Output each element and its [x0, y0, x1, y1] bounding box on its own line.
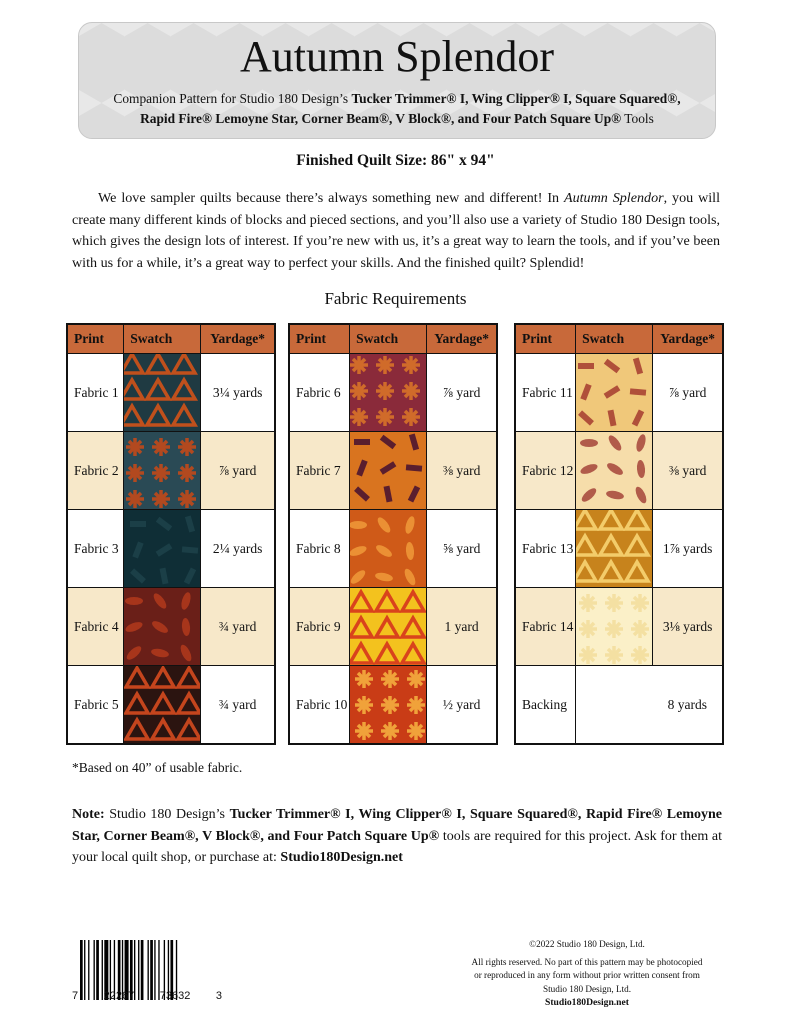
fabric-swatch-cell	[350, 354, 427, 432]
fabric-name: Fabric 6	[289, 354, 350, 432]
table-row	[515, 354, 723, 432]
barcode-digit-4: 3	[215, 990, 222, 1002]
swatch-motif	[130, 521, 146, 527]
note-text-1: Studio 180 Design’s	[109, 807, 226, 822]
table-row	[515, 510, 723, 588]
table-row	[515, 666, 723, 745]
fabric-name: Fabric 5	[67, 666, 124, 745]
th-print: Print	[515, 324, 576, 354]
table-row	[289, 588, 497, 666]
fabric-swatch	[350, 354, 426, 431]
fabric-swatch-cell	[350, 432, 427, 510]
th-print: Print	[67, 324, 124, 354]
th-yardage: Yardage*	[653, 324, 723, 354]
note-tools: Tucker Trimmer® I, Wing Clipper® I, Square Squared®, Rapid Fire® Lemoyne Star, Corner Beam®, V Block®, and Four Patch Square Up®	[72, 807, 722, 844]
fabric-swatch	[124, 666, 200, 743]
fabric-yardage: ¾ yard	[201, 588, 275, 666]
fabric-name: Fabric 11	[515, 354, 576, 432]
fabric-swatch-cell	[576, 666, 653, 745]
th-swatch: Swatch	[124, 324, 201, 354]
fabric-swatch	[350, 588, 426, 665]
fabric-swatch-cell	[350, 588, 427, 666]
fabric-name: Fabric 14	[515, 588, 576, 666]
fabric-name: Fabric 2	[67, 432, 124, 510]
fabric-table-2	[288, 323, 498, 745]
fabric-swatch	[350, 666, 426, 743]
fabric-swatch-cell	[576, 588, 653, 666]
table-row	[67, 432, 275, 510]
subtitle-end: Tools	[624, 111, 654, 126]
intro-part1: We love sampler quilts because there’s always something new and different! In	[98, 190, 560, 206]
fabric-yardage: ⅜ yard	[427, 432, 497, 510]
fabric-swatch-cell	[350, 510, 427, 588]
fabric-yardage: ⅜ yard	[653, 432, 723, 510]
fabric-name: Fabric 12	[515, 432, 576, 510]
fabric-yardage: ⅝ yard	[427, 510, 497, 588]
barcode-digit-2: 22267	[103, 990, 135, 1002]
fabric-table-1	[66, 323, 276, 745]
intro-paragraph	[72, 188, 720, 274]
copyright-line-4: Studio 180 Design, Ltd.	[542, 983, 632, 994]
fabric-swatch-cell	[124, 432, 201, 510]
fabric-swatch-cell	[124, 666, 201, 745]
table-row	[289, 432, 497, 510]
note-label: Note:	[72, 807, 105, 822]
table-row	[515, 432, 723, 510]
table-header-row	[289, 324, 497, 354]
usable-fabric-note: *Based on 40” of usable fabric.	[72, 760, 243, 775]
fabric-yardage: ⅞ yard	[653, 354, 723, 432]
page-title: Autumn Splendor	[239, 32, 555, 81]
fabric-swatch-cell	[576, 354, 653, 432]
subtitle-intro: Companion Pattern for Studio 180 Design’s	[113, 91, 349, 106]
fabric-yardage: 3⅛ yards	[653, 588, 723, 666]
table-header-row	[515, 324, 723, 354]
intro-italic: Autumn Splendor	[563, 190, 664, 206]
barcode-digit-3: 73632	[159, 990, 191, 1002]
fabric-name: Fabric 4	[67, 588, 124, 666]
fabric-swatch	[576, 354, 652, 431]
swatch-motif	[580, 439, 598, 447]
th-swatch: Swatch	[576, 324, 653, 354]
tools-note	[72, 804, 722, 869]
table-row	[67, 666, 275, 745]
fabric-requirements-heading: Fabric Requirements	[324, 289, 467, 308]
fabric-yardage: 2¼ yards	[201, 510, 275, 588]
swatch-motif	[125, 597, 143, 605]
barcode-digit-1: 7	[72, 990, 79, 1002]
subtitle-tools-1: Tucker Trimmer® I, Wing Clipper® I, Square Squared®,	[351, 91, 681, 106]
fabric-yardage: 1⅞ yards	[653, 510, 723, 588]
fabric-name: Fabric 10	[289, 666, 350, 745]
fabric-name: Fabric 8	[289, 510, 350, 588]
fabric-yardage: ⅞ yard	[427, 354, 497, 432]
fabric-swatch-cell	[124, 354, 201, 432]
fabric-swatch	[124, 354, 200, 431]
fabric-yardage: ½ yard	[427, 666, 497, 745]
fabric-swatch	[576, 510, 652, 587]
fabric-swatch-cell	[576, 510, 653, 588]
fabric-name: Fabric 7	[289, 432, 350, 510]
fabric-yardage: ¾ yard	[201, 666, 275, 745]
finished-size: Finished Quilt Size: 86" x 94"	[296, 152, 495, 169]
table-header-row	[67, 324, 275, 354]
table-row	[289, 354, 497, 432]
fabric-yardage: 8 yards	[653, 666, 723, 745]
fabric-swatch	[350, 510, 426, 587]
fabric-yardage: 3¼ yards	[201, 354, 275, 432]
copyright-website: Studio180Design.net	[545, 997, 629, 1008]
copyright-line-3: or reproduced in any form without prior written consent from	[474, 970, 700, 980]
fabric-swatch	[124, 588, 200, 665]
fabric-swatch-cell	[576, 432, 653, 510]
fabric-swatch	[576, 432, 652, 509]
fabric-swatch-cell	[124, 588, 201, 666]
copyright-block	[462, 938, 712, 1010]
subtitle-tools-2: Rapid Fire® Lemoyne Star, Corner Beam®, V Block®, and Four Patch Square Up®	[140, 111, 622, 126]
th-swatch: Swatch	[350, 324, 427, 354]
th-yardage: Yardage*	[201, 324, 275, 354]
note-text-2: tools are required for this project. Ask for them at your local quilt shop, or purchase at:	[72, 828, 723, 865]
swatch-motif	[578, 363, 594, 369]
fabric-table-3	[514, 323, 724, 745]
fabric-swatch	[350, 432, 426, 509]
barcode-numbers	[72, 990, 222, 1002]
title-banner	[78, 22, 716, 139]
fabric-swatch-cell	[124, 510, 201, 588]
fabric-swatch	[124, 432, 200, 509]
table-row	[289, 666, 497, 745]
intro-part2: , you will create many different kinds of blocks and pieced sections, and you’ll also use a variety of Studio 180 Design tools, which gives the design lots of interest. If you’re new with us, it’s a great way to learn the tools, and if you’ve been with us for a while, it’s a great way to perfect your skills. And the finished quilt? Splendid!	[72, 190, 720, 271]
table-row	[67, 588, 275, 666]
fabric-name: Fabric 9	[289, 588, 350, 666]
fabric-swatch-cell	[350, 666, 427, 745]
fabric-name: Backing	[515, 666, 576, 745]
fabric-swatch	[576, 588, 652, 665]
copyright-line-1: ©2022 Studio 180 Design, Ltd.	[529, 939, 645, 949]
fabric-yardage: 1 yard	[427, 588, 497, 666]
th-print: Print	[289, 324, 350, 354]
fabric-yardage: ⅞ yard	[201, 432, 275, 510]
table-row	[289, 510, 497, 588]
note-website: Studio180Design.net	[280, 850, 403, 865]
swatch-motif	[354, 439, 370, 445]
th-yardage: Yardage*	[427, 324, 497, 354]
companion-subtitle	[79, 89, 715, 129]
copyright-line-2: All rights reserved. No part of this pattern may be photocopied	[471, 956, 703, 967]
fabric-swatch	[124, 510, 200, 587]
fabric-name: Fabric 13	[515, 510, 576, 588]
fabric-name: Fabric 1	[67, 354, 124, 432]
fabric-name: Fabric 3	[67, 510, 124, 588]
table-row	[67, 354, 275, 432]
table-row	[67, 510, 275, 588]
table-row	[515, 588, 723, 666]
